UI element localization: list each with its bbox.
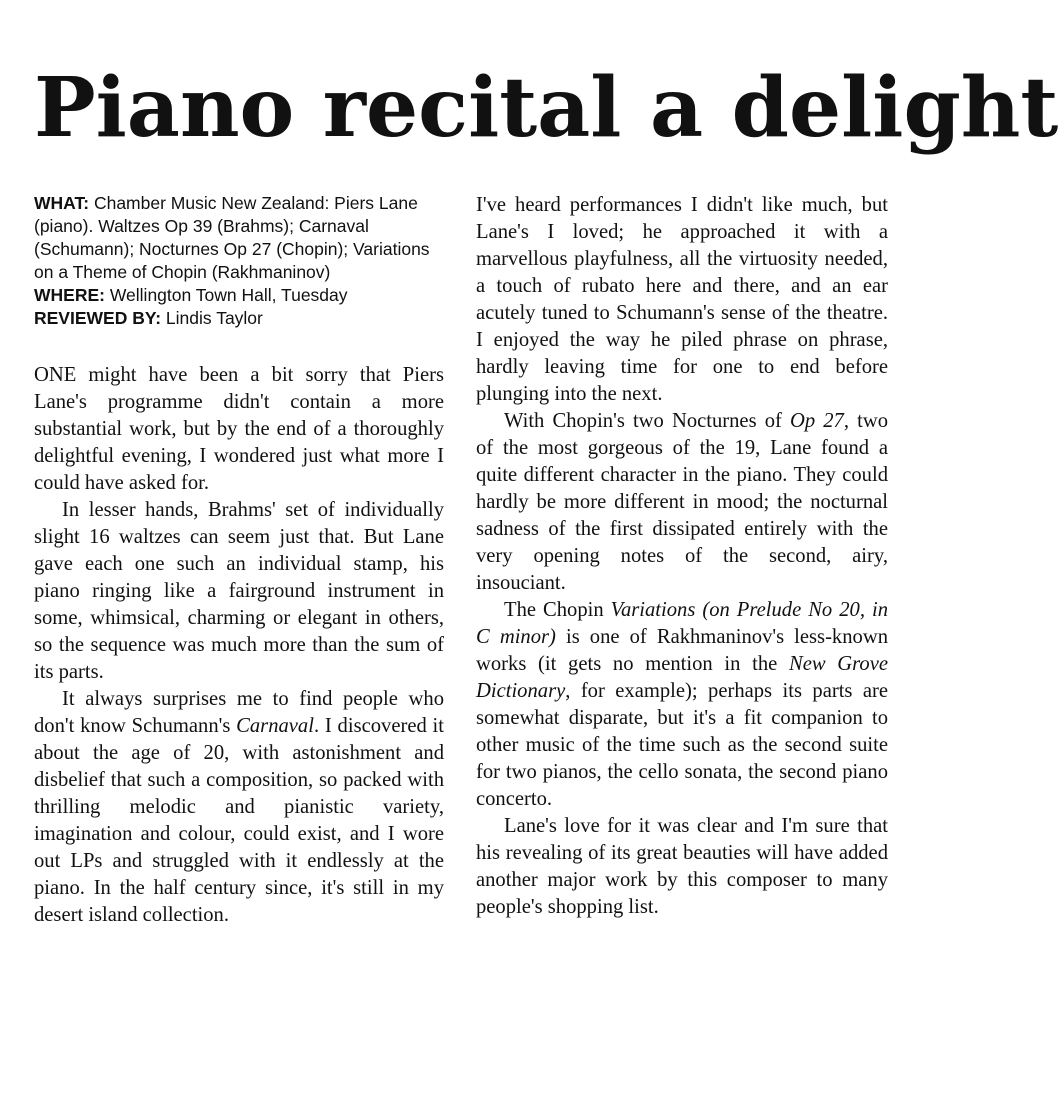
what-row (34, 192, 444, 284)
reviewed-by-value: Lindis Taylor (165, 308, 263, 328)
paragraph-1-text: might have been a bit sorry that Piers Lane's programme didn't contain a more substantial work, but by the end of a thoroughly delightful evening, I wondered just what more I could have asked for. (34, 364, 444, 494)
paragraph-1 (34, 362, 444, 497)
paragraph-3 (34, 686, 444, 929)
paragraph-7: Lane's love for it was clear and I'm sure that his revealing of its great beauties will have added another major work by this composer to many people's shopping list. (476, 815, 888, 918)
paragraph-6-work-title: Variations (on Prelude No 20, in C minor) (476, 599, 888, 648)
paragraph-6-reference-title: New Grove Dictionary (476, 653, 888, 702)
what-value: Chamber Music New Zealand: Piers Lane (piano). Waltzes Op 39 (Brahms); Carnaval (Schumann); Nocturnes Op 27 (Chopin); Variations on a Theme of Chopin (Rakhmaninov) (34, 193, 430, 282)
paragraph-1-lead: ONE (34, 364, 77, 386)
paragraph-6-text-c: , for example); perhaps its parts are somewhat disparate, but it's a fit companion to other music of the time such as the second suite for two pianos, the cello sonata, the second piano concerto. (476, 680, 888, 810)
paragraph-6 (476, 597, 888, 813)
paragraph-5-text-a: With Chopin's two Nocturnes of (504, 410, 790, 432)
paragraph-3-title: Carnaval (236, 715, 314, 737)
paragraph-6-text-b: is one of Rakhmaninov's less-known works (it gets no mention in the (476, 626, 888, 675)
headline: Piano recital a delight (34, 60, 1058, 156)
left-column (34, 192, 444, 929)
where-label: WHERE: (34, 285, 105, 305)
what-label: WHAT: (34, 193, 90, 213)
paragraph-5 (476, 408, 888, 597)
paragraph-3-text-a: It always surprises me to find people who don't know Schumann's (34, 688, 444, 737)
event-info-box (34, 192, 444, 330)
reviewed-by-label: REVIEWED BY: (34, 308, 162, 328)
reviewed-by-row (34, 307, 444, 330)
paragraph-6-text-a: The Chopin (504, 599, 611, 621)
paragraph-5-text-b: , two of the most gorgeous of the 19, Lane found a quite different character in the piano. They could hardly be more different in mood; the nocturnal sadness of the first dissipated entirely with the very opening notes of the second, airy, insouciant. (476, 410, 888, 594)
paragraph-3-text-b: . I discovered it about the age of 20, with astonishment and disbelief that such a composition, so packed with thrilling melodic and pianistic variety, imagination and colour, could exist, and I wore out LPs and struggled with it endlessly at the piano. In the half century since, it's still in my desert island collection. (34, 715, 444, 926)
paragraph-4: I've heard performances I didn't like much, but Lane's I loved; he approached it with a marvellous playfulness, all the virtuosity needed, a touch of rubato here and there, and an ear acutely tuned to Schumann's sense of the theatre. I enjoyed the way he piled phrase on phrase, hardly leaving time for one to end before plunging into the next. (476, 194, 888, 405)
paragraph-2: In lesser hands, Brahms' set of individually slight 16 waltzes can seem just that. But Lane gave each one such an individual stamp, his piano ringing like a fairground instrument in some, whimsical, charming or elegant in others, so the sequence was much more than the sum of its parts. (34, 499, 444, 683)
where-row (34, 284, 444, 307)
right-column (476, 192, 888, 921)
where-value: Wellington Town Hall, Tuesday (109, 285, 348, 305)
paragraph-5-opus: Op 27 (789, 410, 844, 432)
